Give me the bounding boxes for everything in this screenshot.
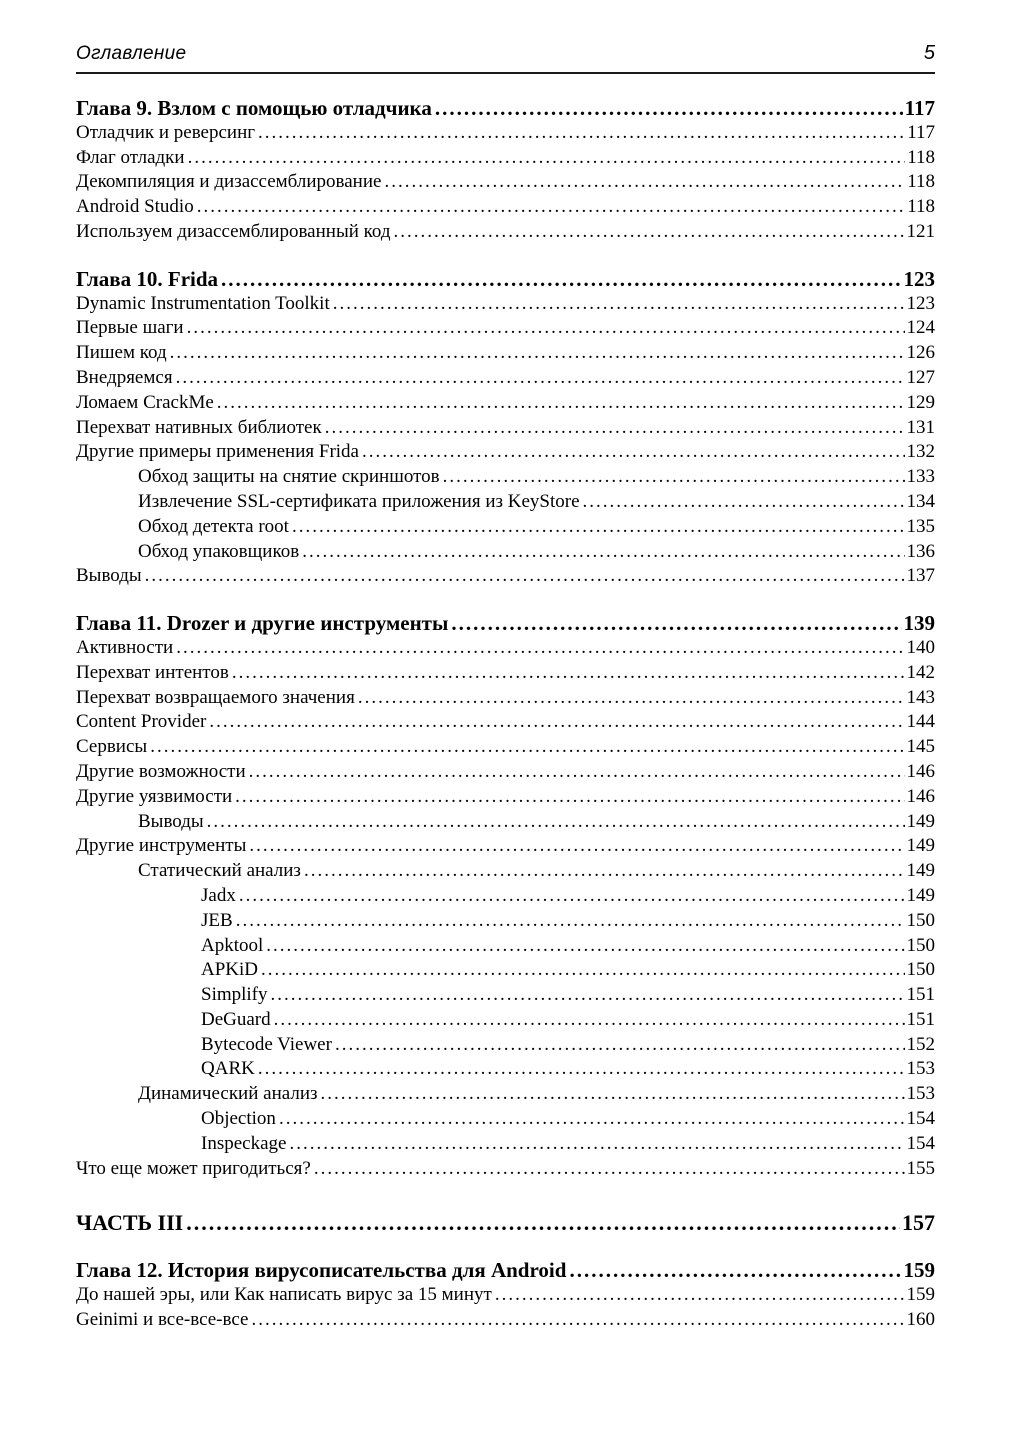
toc-entry-page: 139 (903, 611, 935, 636)
toc-entry-label: Перехват интентов (76, 661, 229, 683)
toc-entry-label: Глава 10. Frida (76, 266, 219, 291)
toc-entry-label: Перехват нативных библиотек (76, 416, 322, 438)
toc-entry (76, 1033, 935, 1058)
toc-entry-page: 140 (906, 636, 935, 658)
toc-entry (76, 760, 935, 785)
toc-entry-page: 160 (906, 1308, 935, 1330)
dot-leader (217, 391, 905, 416)
toc-entry-page: 157 (902, 1210, 935, 1236)
toc-entry (76, 1308, 935, 1333)
toc-entry-label: Перехват возвращаемого значения (76, 686, 355, 708)
toc-entry-page: 145 (906, 736, 935, 758)
toc-entry-page: 154 (906, 1132, 935, 1154)
toc-entry (76, 490, 935, 515)
toc-entry-label: Apktool (201, 934, 264, 956)
toc-entry (76, 834, 935, 859)
toc-entry-label: Simplify (201, 984, 268, 1006)
toc-entry (76, 121, 935, 146)
toc-entry (76, 416, 935, 441)
toc-entry (76, 540, 935, 565)
toc-entry-label: Отладчик и реверсинг (76, 121, 256, 143)
toc-entry-page: 149 (906, 884, 935, 906)
toc-entry-page: 146 (906, 760, 935, 782)
toc-entry-label: Сервисы (76, 736, 148, 758)
toc-entry (76, 1107, 935, 1132)
toc-entry-label: Глава 11. Drozer и другие инструменты (76, 611, 449, 636)
toc-entry-label: Content Provider (76, 711, 207, 733)
toc-entry-page: 151 (906, 1008, 935, 1030)
dot-leader (451, 611, 901, 636)
toc-entry-page: 123 (906, 292, 935, 314)
dot-leader (384, 170, 905, 195)
toc-entry-page: 149 (906, 860, 935, 882)
toc-entry (76, 686, 935, 711)
dot-leader (236, 909, 905, 934)
toc-entry-page: 117 (904, 96, 935, 120)
toc-entry-page: 146 (906, 785, 935, 807)
toc-entry (76, 292, 935, 317)
toc-entry-page: 153 (906, 1083, 935, 1105)
toc-entry-page: 155 (906, 1157, 935, 1179)
toc-entry-label: Другие возможности (76, 760, 246, 782)
toc-entry (76, 146, 935, 171)
dot-leader (176, 366, 905, 391)
toc-entry-page: 131 (906, 416, 935, 438)
toc-entry (76, 267, 935, 292)
toc-entry-label: Objection (201, 1108, 276, 1130)
dot-leader (333, 292, 905, 317)
dot-leader (435, 96, 903, 121)
toc-entry (76, 1211, 935, 1236)
toc-entry-label: До нашей эры, или Как написать вирус за 15 минут (76, 1284, 492, 1306)
toc-entry (76, 983, 935, 1008)
toc-entry-page: 137 (906, 565, 935, 587)
dot-leader (302, 540, 904, 565)
toc-entry (76, 859, 935, 884)
toc-entry-page: 159 (906, 1284, 935, 1306)
toc-entry (76, 564, 935, 589)
toc-entry-label: Декомпиляция и дизассемблирование (76, 171, 382, 193)
toc-entry-label: Выводы (76, 565, 142, 587)
dot-leader (271, 983, 905, 1008)
toc-entry-page: 118 (907, 146, 935, 168)
toc-entry-page: 149 (906, 810, 935, 832)
toc-entry-label: QARK (201, 1058, 255, 1080)
toc-entry (76, 884, 935, 909)
dot-leader (279, 1107, 905, 1132)
toc-entry (76, 1283, 935, 1308)
dot-leader (209, 710, 904, 735)
toc-entry-label: Geinimi и все-все-все (76, 1308, 249, 1330)
dot-leader (251, 1308, 904, 1333)
dot-leader (292, 515, 905, 540)
page-number: 5 (923, 42, 935, 64)
toc-entry (76, 195, 935, 220)
toc-entry-page: 159 (903, 1258, 935, 1283)
toc-entry (76, 440, 935, 465)
toc-entry-label: Активности (76, 636, 174, 658)
toc-entry (76, 785, 935, 810)
dot-leader (443, 465, 905, 490)
toc-entry-page: 135 (906, 515, 935, 537)
dot-leader (170, 341, 905, 366)
dot-leader (207, 810, 905, 835)
toc-entry-page: 149 (906, 835, 935, 857)
toc-entry (76, 735, 935, 760)
toc-entry-label: Статический анализ (138, 860, 301, 882)
toc-entry (76, 636, 935, 661)
toc-entry-page: 154 (906, 1108, 935, 1130)
dot-leader (235, 785, 904, 810)
toc-entry-label: Обход защиты на снятие скриншотов (138, 466, 440, 488)
dot-leader (289, 1132, 904, 1157)
toc-entry-page: 118 (907, 171, 935, 193)
toc-entry-page: 117 (907, 121, 935, 143)
toc-entry-page: 126 (906, 342, 935, 364)
toc-entry-label: Извлечение SSL-сертификата приложения из KeyStore (138, 490, 580, 512)
toc-entry-page: 129 (906, 391, 935, 413)
dot-leader (239, 884, 905, 909)
toc-entry-label: Inspeckage (201, 1132, 287, 1154)
toc-entry (76, 1057, 935, 1082)
toc-entry (76, 909, 935, 934)
toc-entry-label: Внедряемся (76, 366, 173, 388)
toc-entry-page: 150 (906, 934, 935, 956)
dot-leader (335, 1033, 905, 1058)
toc-entry (76, 170, 935, 195)
toc-entry (76, 465, 935, 490)
dot-leader (314, 1157, 905, 1182)
toc-entry (76, 96, 935, 121)
toc-entry-label: Jadx (201, 884, 236, 906)
toc-entry-page: 143 (906, 686, 935, 708)
toc-entry-page: 153 (906, 1058, 935, 1080)
dot-leader (266, 934, 904, 959)
dot-leader (187, 316, 905, 341)
toc-entry (76, 1008, 935, 1033)
dot-leader (186, 1211, 900, 1236)
toc-entry-label: Пишем код (76, 342, 167, 364)
toc-entry-label: Динамический анализ (138, 1083, 318, 1105)
dot-leader (232, 661, 905, 686)
toc-entry-label: Используем дизассемблированный код (76, 220, 391, 242)
toc-entry (76, 515, 935, 540)
dot-leader (150, 735, 904, 760)
toc-entry (76, 1132, 935, 1157)
toc-entry (76, 220, 935, 245)
toc-entry (76, 1258, 935, 1283)
toc-entry-page: 121 (906, 220, 935, 242)
toc-entry-label: Android Studio (76, 196, 194, 218)
toc-entry-label: Другие примеры применения Frida (76, 441, 359, 463)
dot-leader (394, 220, 905, 245)
toc-entry-page: 151 (906, 984, 935, 1006)
toc-entry-label: Выводы (138, 810, 204, 832)
dot-leader (261, 958, 904, 983)
toc-entry-page: 152 (906, 1033, 935, 1055)
toc-entry-label: Флаг отладки (76, 146, 185, 168)
toc-entry-label: Dynamic Instrumentation Toolkit (76, 292, 330, 314)
page-header (76, 42, 935, 74)
toc-entry (76, 810, 935, 835)
dot-leader (145, 564, 905, 589)
toc-entry-label: Другие инструменты (76, 835, 247, 857)
toc-entry-page: 150 (906, 909, 935, 931)
toc-entry (76, 710, 935, 735)
dot-leader (197, 195, 906, 220)
toc-entry-label: Глава 12. История вирусописательства для Android (76, 1258, 567, 1283)
toc-entry-page: 124 (906, 317, 935, 339)
dot-leader (358, 686, 905, 711)
toc-entry (76, 611, 935, 636)
toc-entry (76, 1157, 935, 1182)
toc-entry-label: Bytecode Viewer (201, 1033, 332, 1055)
dot-leader (258, 121, 905, 146)
toc-entry-page: 150 (906, 959, 935, 981)
toc-entry-page: 132 (906, 441, 935, 463)
toc-entry-label: Обход упаковщиков (138, 540, 300, 562)
toc-entry-label: Глава 9. Взлом с помощью отладчика (76, 96, 432, 120)
toc-entry-label: Ломаем CrackMe (76, 391, 214, 413)
toc-entry (76, 316, 935, 341)
toc-entry-label: Что еще может пригодиться? (76, 1157, 311, 1179)
toc-entry-label: JEB (201, 909, 233, 931)
toc-entry (76, 934, 935, 959)
toc-entry-label: ЧАСТЬ III (76, 1210, 184, 1236)
dot-leader (249, 760, 905, 785)
toc-entry-page: 136 (906, 540, 935, 562)
dot-leader (569, 1258, 901, 1283)
toc-entry (76, 661, 935, 686)
toc-entry-page: 144 (906, 711, 935, 733)
dot-leader (325, 416, 905, 441)
toc-entry-label: Обход детекта root (138, 515, 289, 537)
dot-leader (249, 834, 904, 859)
toc-list (76, 96, 935, 1333)
toc-entry-page: 142 (906, 661, 935, 683)
toc-entry (76, 1082, 935, 1107)
dot-leader (188, 146, 906, 171)
toc-entry-page: 134 (906, 490, 935, 512)
toc-entry-page: 127 (906, 366, 935, 388)
toc-entry-page: 123 (903, 266, 935, 291)
toc-entry-label: DeGuard (201, 1008, 271, 1030)
dot-leader (304, 859, 905, 884)
toc-entry (76, 341, 935, 366)
dot-leader (221, 267, 901, 292)
dot-leader (321, 1082, 905, 1107)
toc-entry (76, 366, 935, 391)
dot-leader (274, 1008, 905, 1033)
toc-entry (76, 391, 935, 416)
toc-entry (76, 958, 935, 983)
toc-entry-page: 133 (906, 466, 935, 488)
dot-leader (176, 636, 904, 661)
running-title: Оглавление (76, 43, 187, 64)
dot-leader (583, 490, 905, 515)
toc-entry-label: Первые шаги (76, 317, 184, 339)
toc-entry-label: APKiD (201, 959, 259, 981)
toc-entry-label: Другие уязвимости (76, 785, 233, 807)
dot-leader (362, 440, 905, 465)
dot-leader (258, 1057, 905, 1082)
dot-leader (495, 1283, 905, 1308)
toc-entry-page: 118 (907, 196, 935, 218)
